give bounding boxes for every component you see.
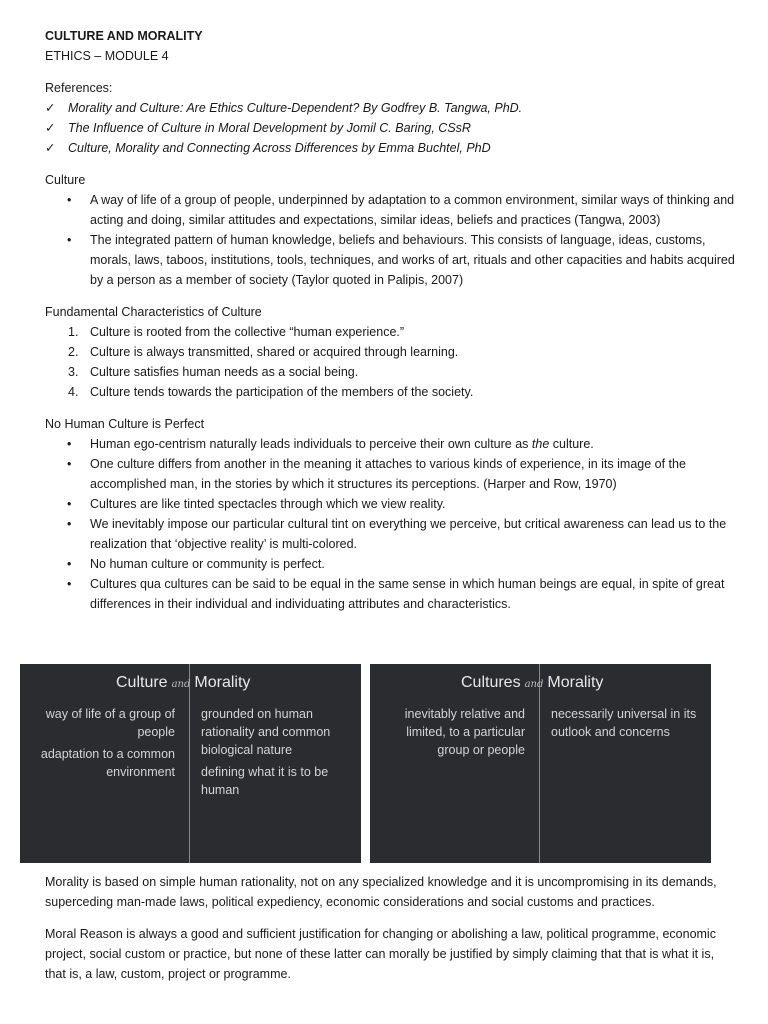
culture-and-morality-panel <box>20 664 361 863</box>
panel-cell: inevitably relative and limited, to a particular group or people <box>404 707 525 757</box>
panel-title-and: and <box>524 679 544 690</box>
panel-cell: defining what it is to be human <box>201 765 329 797</box>
imperfect-heading: No Human Culture is Perfect <box>45 417 205 431</box>
reference-item <box>45 98 735 118</box>
panel-title <box>461 673 603 695</box>
item-number: 1. <box>68 325 79 339</box>
panel-left-column <box>378 705 525 763</box>
list-item <box>45 494 735 514</box>
list-item-text: Human ego-centrism naturally leads individuals to perceive their own culture as <box>90 437 532 451</box>
panel-title-b: Morality <box>547 674 604 691</box>
bullet-icon: • <box>67 497 72 511</box>
panel-cell: adaptation to a common environment <box>40 747 175 779</box>
reference-item <box>45 138 735 158</box>
check-icon: ✓ <box>45 121 56 135</box>
imperfect-list <box>45 434 735 614</box>
list-item <box>45 382 735 402</box>
list-item <box>45 362 735 382</box>
bullet-icon: • <box>67 437 72 451</box>
panel-left-column <box>28 705 175 785</box>
list-item-text: Cultures are like tinted spectacles through which we view reality. <box>90 497 446 511</box>
panel-title-a: Culture <box>116 674 168 691</box>
list-item <box>45 514 735 554</box>
panel-cell: way of life of a group of people <box>45 707 175 739</box>
document-title: CULTURE AND MORALITY <box>45 29 203 43</box>
list-item-text: Culture is always transmitted, shared or acquired through learning. <box>90 345 459 359</box>
panel-title-b: Morality <box>194 674 251 691</box>
comparison-panels <box>20 664 711 863</box>
spacer <box>45 66 735 78</box>
spacer <box>45 158 735 170</box>
list-item-text: Culture tends towards the participation of the members of the society. <box>90 385 474 399</box>
list-item-text: The integrated pattern of human knowledge, beliefs and behaviours. This consists of language, ideas, customs, morals, laws, taboos, institutions, tools, techniques, and works of art, rituals and other capacities and habits acquired by a person as a member of society (Taylor quoted in Palipis, 2007) <box>90 233 735 287</box>
culture-heading: Culture <box>45 173 86 187</box>
item-number: 3. <box>68 365 79 379</box>
list-item <box>45 230 735 290</box>
spacer <box>45 912 735 924</box>
panel-title-a: Cultures <box>461 674 521 691</box>
list-item <box>45 190 735 230</box>
spacer <box>45 290 735 302</box>
closing-paragraph: Moral Reason is always a good and sufficient justification for changing or abolishing a law, political programme, economic project, social custom or practice, but none of these latter can morally be justified by simply claiming that that is what it is, that is, a law, custom, project or programme. <box>45 927 716 981</box>
list-item <box>45 574 735 614</box>
bullet-icon: • <box>67 577 72 591</box>
list-item <box>45 554 735 574</box>
list-item <box>45 454 735 494</box>
list-item <box>45 342 735 362</box>
references-list <box>45 98 735 158</box>
list-item <box>45 434 735 454</box>
list-item-text: Culture satisfies human needs as a social being. <box>90 365 359 379</box>
panel-title-and: and <box>171 679 191 690</box>
document-subtitle: ETHICS – MODULE 4 <box>45 49 169 63</box>
list-item-text: Cultures qua cultures can be said to be equal in the same sense in which human beings are equal, in spite of great differences in their individual and individuating attributes and characteristics. <box>90 577 725 611</box>
panel-right-column <box>201 705 351 803</box>
spacer <box>45 402 735 414</box>
closing-paragraph: Morality is based on simple human rationality, not on any specialized knowledge and it is uncompromising in its demands, superceding man-made laws, political expediency, economic considerations and social customs and practices. <box>45 875 717 909</box>
bullet-icon: • <box>67 193 72 207</box>
culture-definitions <box>45 190 735 290</box>
references-heading: References: <box>45 81 113 95</box>
characteristics-heading: Fundamental Characteristics of Culture <box>45 305 262 319</box>
characteristics-list <box>45 322 735 402</box>
document-body <box>45 26 735 614</box>
bullet-icon: • <box>67 233 72 247</box>
panel-right-column <box>551 705 703 745</box>
list-item-text: A way of life of a group of people, underpinned by adaptation to a common environment, similar ways of thinking and acting and doing, similar attitudes and expectations, similar ideas, beliefs and practices (Tangwa, 2003) <box>90 193 735 227</box>
reference-text: Morality and Culture: Are Ethics Culture-Dependent? By Godfrey B. Tangwa, PhD. <box>68 101 523 115</box>
list-item-text: culture. <box>549 437 594 451</box>
panel-title <box>116 673 250 695</box>
list-item-text: Culture is rooted from the collective “human experience.” <box>90 325 405 339</box>
panel-cell: grounded on human rationality and common biological nature <box>201 707 331 757</box>
list-item-text: We inevitably impose our particular cultural tint on everything we perceive, but critical awareness can lead us to the realization that ‘objective reality’ is multi-colored. <box>90 517 727 551</box>
reference-text: The Influence of Culture in Moral Development by Jomil C. Baring, CSsR <box>68 121 471 135</box>
item-number: 2. <box>68 345 79 359</box>
reference-text: Culture, Morality and Connecting Across Differences by Emma Buchtel, PhD <box>68 141 491 155</box>
bullet-icon: • <box>67 517 72 531</box>
check-icon: ✓ <box>45 141 56 155</box>
closing-section <box>45 872 735 984</box>
bullet-icon: • <box>67 557 72 571</box>
check-icon: ✓ <box>45 101 56 115</box>
list-item-text: One culture differs from another in the meaning it attaches to various kinds of experience, in its image of the accomplished man, in the stories by which it structures its perceptions. (Harper and Row, 1970) <box>90 457 686 491</box>
reference-item <box>45 118 735 138</box>
bullet-icon: • <box>67 457 72 471</box>
list-item <box>45 322 735 342</box>
list-item-text: No human culture or community is perfect. <box>90 557 325 571</box>
cultures-and-morality-panel <box>370 664 711 863</box>
item-number: 4. <box>68 385 79 399</box>
emphasis-text: the <box>531 437 550 451</box>
panel-cell: necessarily universal in its outlook and concerns <box>551 707 697 739</box>
